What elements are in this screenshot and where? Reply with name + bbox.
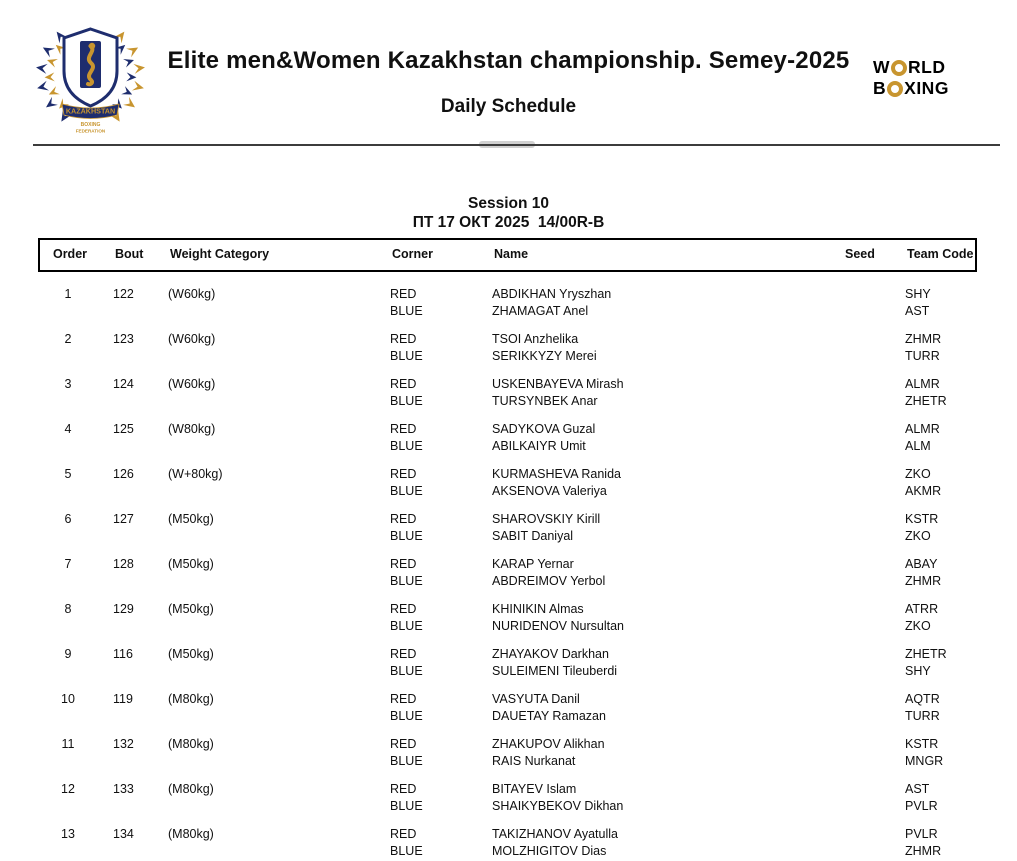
team-code-cell — [905, 511, 977, 547]
wb-line2-prefix: B — [873, 78, 887, 98]
blue-corner-label: BLUE — [390, 439, 423, 453]
red-corner-label: RED — [390, 466, 417, 481]
seed-cell — [843, 511, 905, 547]
order-cell: 1 — [64, 286, 72, 301]
bout-cell: 125 — [113, 421, 134, 436]
bout-cell: 129 — [113, 601, 134, 616]
order-cell: 6 — [64, 511, 72, 526]
corner-cell — [390, 646, 492, 682]
blue-corner-label: BLUE — [390, 574, 423, 588]
blue-boxer-name: ABILKAIYR Umit — [492, 439, 586, 453]
bout-cell: 132 — [113, 736, 134, 751]
team-code-cell — [905, 781, 977, 817]
team-code-cell — [905, 466, 977, 502]
bout-cell: 119 — [113, 691, 133, 706]
weight-category-cell: (M50kg) — [168, 601, 214, 616]
corner-cell — [390, 781, 492, 817]
blue-corner-label: BLUE — [390, 529, 423, 543]
order-cell: 3 — [64, 376, 72, 391]
weight-category-cell: (M50kg) — [168, 646, 214, 661]
order-cell: 5 — [64, 466, 72, 481]
col-header-order: Order — [52, 247, 88, 262]
world-boxing-line2 — [873, 78, 949, 99]
blue-team-code: AKMR — [905, 484, 942, 498]
red-boxer-name: SHAROVSKIY Kirill — [492, 511, 601, 526]
red-team-code: SHY — [905, 286, 931, 301]
red-team-code: ALMR — [905, 376, 940, 391]
blue-boxer-name: ZHAMAGAT Anel — [492, 304, 589, 318]
team-code-cell — [905, 736, 977, 772]
org-line1: BOXING — [80, 122, 101, 128]
weight-category-cell: (W+80kg) — [168, 466, 223, 481]
order-cell: 4 — [64, 421, 72, 436]
blue-team-code: TURR — [905, 349, 940, 363]
team-code-cell — [905, 826, 977, 861]
red-team-code: ATRR — [905, 601, 939, 616]
seed-cell — [843, 331, 905, 367]
name-cell — [492, 691, 843, 727]
corner-cell — [390, 466, 492, 502]
seed-cell — [843, 691, 905, 727]
order-cell: 12 — [61, 781, 75, 796]
blue-corner-label: BLUE — [390, 304, 423, 318]
order-cell: 8 — [64, 601, 72, 616]
world-boxing-logo — [873, 57, 949, 99]
name-cell — [492, 421, 843, 457]
wb-line1-prefix: W — [873, 57, 891, 77]
blue-team-code: PVLR — [905, 799, 938, 813]
team-code-cell — [905, 376, 977, 412]
world-boxing-line1 — [873, 57, 949, 78]
red-team-code: KSTR — [905, 736, 939, 751]
blue-corner-label: BLUE — [390, 619, 423, 633]
org-line2: FEDERATION — [75, 128, 106, 134]
weight-category-cell: (W80kg) — [168, 421, 216, 436]
name-cell — [492, 556, 843, 592]
corner-cell — [390, 511, 492, 547]
name-cell — [492, 736, 843, 772]
table-row — [38, 411, 977, 456]
corner-cell — [390, 826, 492, 861]
seed-cell — [843, 646, 905, 682]
name-cell — [492, 826, 843, 861]
red-boxer-name: USKENBAYEVA Mirash — [492, 376, 624, 391]
red-boxer-name: VASYUTA Danil — [492, 691, 580, 706]
blue-boxer-name: SHAIKYBEKOV Dikhan — [492, 799, 624, 813]
blue-boxer-name: NURIDENOV Nursultan — [492, 619, 624, 633]
team-code-cell — [905, 646, 977, 682]
boxing-ring-icon — [887, 81, 903, 97]
order-cell: 10 — [61, 691, 75, 706]
red-boxer-name: SADYKOVA Guzal — [492, 421, 596, 436]
blue-corner-label: BLUE — [390, 799, 423, 813]
corner-cell — [390, 601, 492, 637]
blue-boxer-name: TURSYNBEK Anar — [492, 394, 598, 408]
table-row — [38, 501, 977, 546]
wb-line1-suffix: RLD — [908, 57, 946, 77]
red-boxer-name: ABDIKHAN Yryszhan — [492, 286, 612, 301]
team-code-cell — [905, 421, 977, 457]
schedule-table — [38, 238, 977, 861]
weight-category-cell: (M80kg) — [168, 736, 214, 751]
blue-team-code: SHY — [905, 664, 931, 678]
team-code-cell — [905, 556, 977, 592]
table-row — [38, 546, 977, 591]
bout-cell: 123 — [113, 331, 134, 346]
seed-cell — [843, 556, 905, 592]
col-header-bout: Bout — [115, 247, 144, 262]
red-boxer-name: BITAYEV Islam — [492, 781, 577, 796]
order-cell: 13 — [61, 826, 75, 841]
red-corner-label: RED — [390, 826, 417, 841]
red-team-code: ZHETR — [905, 646, 947, 661]
blue-corner-label: BLUE — [390, 709, 423, 723]
bout-cell: 124 — [113, 376, 134, 391]
red-team-code: ZKO — [905, 466, 931, 481]
red-corner-label: RED — [390, 556, 417, 571]
blue-boxer-name: DAUETAY Ramazan — [492, 709, 606, 723]
weight-category-cell: (M50kg) — [168, 511, 214, 526]
red-boxer-name: TAKIZHANOV Ayatulla — [492, 826, 618, 841]
corner-cell — [390, 376, 492, 412]
seed-cell — [843, 421, 905, 457]
blue-team-code: AST — [905, 304, 930, 318]
name-cell — [492, 466, 843, 502]
table-row — [38, 456, 977, 501]
blue-corner-label: BLUE — [390, 394, 423, 408]
blue-team-code: TURR — [905, 709, 940, 723]
order-cell: 9 — [64, 646, 72, 661]
red-boxer-name: KURMASHEVA Ranida — [492, 466, 621, 481]
col-header-corner: Corner — [392, 247, 433, 262]
team-code-cell — [905, 691, 977, 727]
red-corner-label: RED — [390, 691, 417, 706]
red-team-code: ABAY — [905, 556, 938, 571]
red-corner-label: RED — [390, 646, 417, 661]
weight-category-cell: (W60kg) — [168, 376, 216, 391]
red-corner-label: RED — [390, 421, 417, 436]
weight-category-cell: (M80kg) — [168, 826, 214, 841]
session-heading — [0, 195, 1017, 232]
boxing-ring-icon — [891, 60, 907, 76]
blue-boxer-name: ABDREIMOV Yerbol — [492, 574, 606, 588]
weight-category-cell: (W60kg) — [168, 286, 216, 301]
blue-team-code: ZKO — [905, 529, 931, 543]
blue-boxer-name: SABIT Daniyal — [492, 529, 574, 543]
name-cell — [492, 646, 843, 682]
red-team-code: KSTR — [905, 511, 939, 526]
red-corner-label: RED — [390, 601, 417, 616]
table-row — [38, 816, 977, 861]
name-cell — [492, 286, 843, 322]
name-cell — [492, 781, 843, 817]
bout-cell: 116 — [113, 646, 133, 661]
blue-team-code: MNGR — [905, 754, 944, 768]
corner-cell — [390, 286, 492, 322]
seed-cell — [843, 601, 905, 637]
red-boxer-name: KARAP Yernar — [492, 556, 574, 571]
weight-category-cell: (M80kg) — [168, 781, 214, 796]
order-cell: 7 — [64, 556, 72, 571]
table-row — [38, 771, 977, 816]
weight-category-cell: (M80kg) — [168, 691, 214, 706]
weight-category-cell: (W60kg) — [168, 331, 216, 346]
table-row — [38, 276, 977, 321]
session-datetime: ПТ 17 ОКТ 2025 14/00R-B — [412, 213, 605, 231]
seed-cell — [843, 781, 905, 817]
seed-cell — [843, 736, 905, 772]
page-subtitle: Daily Schedule — [440, 96, 577, 117]
red-corner-label: RED — [390, 331, 417, 346]
table-row — [38, 591, 977, 636]
blue-boxer-name: RAIS Nurkanat — [492, 754, 576, 768]
table-row — [38, 321, 977, 366]
corner-cell — [390, 736, 492, 772]
red-corner-label: RED — [390, 736, 417, 751]
name-cell — [492, 331, 843, 367]
name-cell — [492, 511, 843, 547]
table-header-row — [38, 238, 977, 272]
red-team-code: ALMR — [905, 421, 940, 436]
col-header-weight: Weight Category — [170, 247, 270, 262]
name-cell — [492, 376, 843, 412]
bout-cell: 126 — [113, 466, 134, 481]
blue-corner-label: BLUE — [390, 754, 423, 768]
bout-cell: 134 — [113, 826, 134, 841]
blue-team-code: ZKO — [905, 619, 931, 633]
blue-team-code: ZHMR — [905, 574, 942, 588]
bout-cell: 127 — [113, 511, 134, 526]
red-boxer-name: TSOI Anzhelika — [492, 331, 579, 346]
red-boxer-name: ZHAYAKOV Darkhan — [492, 646, 609, 661]
order-cell: 11 — [61, 736, 75, 751]
wb-line2-suffix: XING — [904, 78, 949, 98]
red-corner-label: RED — [390, 376, 417, 391]
red-team-code: ZHMR — [905, 331, 942, 346]
blue-corner-label: BLUE — [390, 664, 423, 678]
blue-boxer-name: MOLZHIGITOV Dias — [492, 844, 607, 858]
corner-cell — [390, 691, 492, 727]
red-team-code: AQTR — [905, 691, 940, 706]
table-body — [38, 276, 977, 861]
red-team-code: PVLR — [905, 826, 938, 841]
blue-corner-label: BLUE — [390, 349, 423, 363]
header-divider — [33, 144, 1000, 146]
table-row — [38, 681, 977, 726]
name-cell — [492, 601, 843, 637]
table-row — [38, 726, 977, 771]
bout-cell: 128 — [113, 556, 134, 571]
blue-team-code: ZHMR — [905, 844, 942, 858]
table-row — [38, 636, 977, 681]
blue-boxer-name: SULEIMENI Tileuberdi — [492, 664, 618, 678]
blue-boxer-name: SERIKKYZY Merei — [492, 349, 597, 363]
blue-corner-label: BLUE — [390, 844, 423, 858]
weight-category-cell: (M50kg) — [168, 556, 214, 571]
blue-boxer-name: AKSENOVA Valeriya — [492, 484, 607, 498]
team-code-cell — [905, 286, 977, 322]
blue-corner-label: BLUE — [390, 484, 423, 498]
col-header-name: Name — [494, 247, 529, 262]
page-title: Elite men&Women Kazakhstan championship. Semey-2025 — [167, 47, 850, 74]
corner-cell — [390, 331, 492, 367]
red-corner-label: RED — [390, 286, 417, 301]
table-row — [38, 366, 977, 411]
red-team-code: AST — [905, 781, 930, 796]
seed-cell — [843, 826, 905, 861]
red-boxer-name: KHINIKIN Almas — [492, 601, 584, 616]
col-header-team: Team Code — [907, 247, 974, 262]
seed-cell — [843, 376, 905, 412]
red-corner-label: RED — [390, 511, 417, 526]
red-boxer-name: ZHAKUPOV Alikhan — [492, 736, 605, 751]
bout-cell: 133 — [113, 781, 134, 796]
banner-text: KAZAKHSTAN — [65, 106, 116, 116]
blue-team-code: ALM — [905, 439, 931, 453]
bout-cell: 122 — [113, 286, 134, 301]
corner-cell — [390, 556, 492, 592]
red-corner-label: RED — [390, 781, 417, 796]
order-cell: 2 — [64, 331, 72, 346]
corner-cell — [390, 421, 492, 457]
team-code-cell — [905, 601, 977, 637]
session-name: Session 10 — [468, 195, 549, 212]
blue-team-code: ZHETR — [905, 394, 947, 408]
seed-cell — [843, 286, 905, 322]
team-code-cell — [905, 331, 977, 367]
col-header-seed: Seed — [845, 247, 875, 262]
seed-cell — [843, 466, 905, 502]
